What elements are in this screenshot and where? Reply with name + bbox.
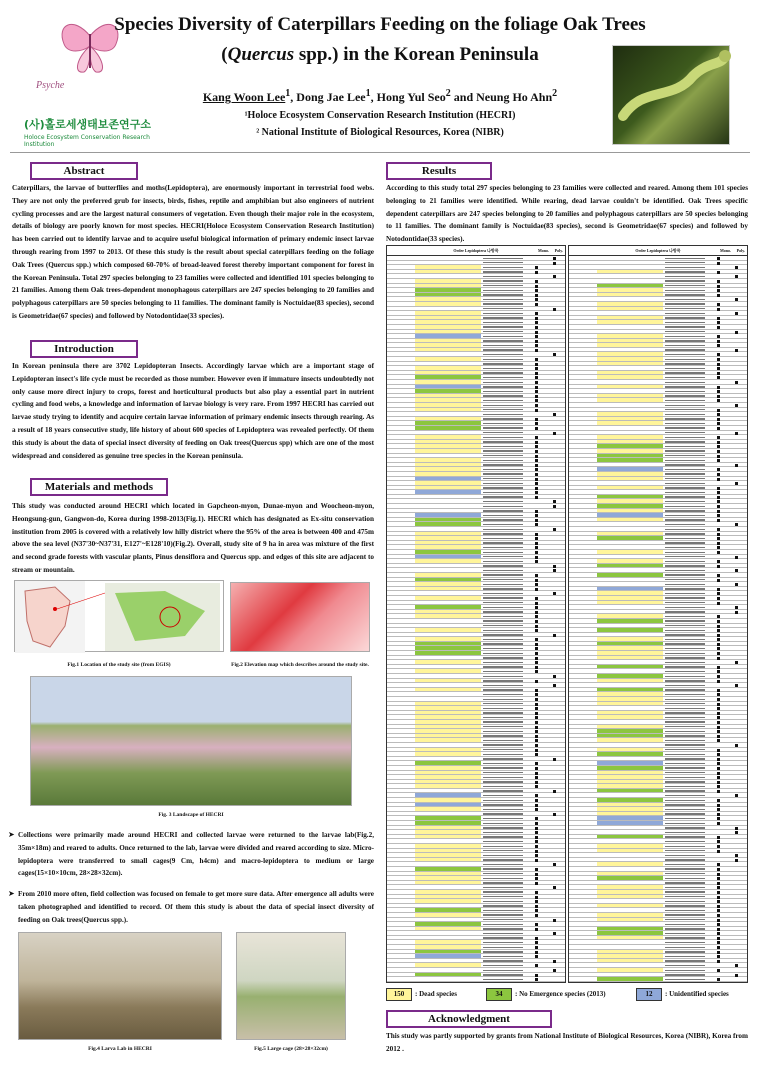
fig4-caption: Fig.4 Larva Lab in HECRI	[88, 1046, 152, 1052]
author-4: Neung Ho Ahn	[476, 90, 553, 104]
author-list: Kang Woon Lee$^1$, Dong Jae Lee$^1$, Hong Yul Seo$^2$ and Neung Ho Ahn$^2$	[202, 88, 558, 104]
species-table-right	[568, 245, 748, 983]
acknowledgment-heading: Acknowledgment	[386, 1010, 552, 1028]
fig5-caption: Fig.5 Large cage (28×28×32cm)	[254, 1046, 328, 1052]
legend-dead-swatch: 150	[386, 988, 412, 1001]
header-divider	[10, 152, 750, 153]
fig2-caption: Fig.2 Elevation map which describes around the study site.	[231, 662, 369, 668]
introduction-text: In Korean peninsula there are 3702 Lepidopteran Insects. Accordingly larvae which are a important stage of Lepidopteran insect's life cycle must be recorded as those number. However even if immature insects undoubtedly not only cause more direct injury to crops, forest and horticultural products but also play a essential part in nutrient cycling and food webs, a knowledge and information of larvae biology is very rare. From 1997 HECRI has carried out larvae study trying to identify and acquire certain larvae information of primary endemic insects through rearing. As a result of 18 years consecutive study, life history of about 600 species of Lepidoptera was revealed perfectly. Of them this study is about the data of special insect diversity of feeding on Oak trees(Quercus spp) which are one of the most widespread and considered as genuine tree species in the Korean peninsula.	[12, 362, 374, 460]
methods-bullet-2: From 2010 more often, field collection was focused on female to get more sure data. After emergence all adults were taken photographed and identified to record. Of them this study is about the data of special insect diversity of feeding on Oak trees(Quercus spp.).	[18, 890, 374, 924]
table-right-rows	[569, 256, 747, 982]
table-row	[387, 977, 565, 982]
introduction-heading: Introduction	[30, 340, 138, 358]
author-3: Hong Yul Seo	[376, 90, 446, 104]
title-genus: Quercus	[227, 44, 295, 65]
fig4-larva-lab-photo	[18, 932, 222, 1040]
bullet-arrow-icon: ➤	[8, 889, 15, 898]
poster-title-line1: Species Diversity of Caterpillars Feeding on the foliage Oak Trees	[114, 14, 646, 35]
methods-bullet-1: Collections were primarily made around HECRI and collected larvae were returned to the larvae lab(Fig.2, 35m×18m) and reared to adults. Once returned to the lab, larvae were divided and reared according to size. Micro-lepidoptera were transferred to small cages(9 Cm, h4cm) and macro-lepidoptera to medium or large cages(15×10×10cm, 28×28×32cm).	[18, 831, 374, 878]
results-text: According to this study total 297 species belonging to 23 families were collected and reared. Among them 101 species belonging to 21 families were identified. While rearing, dead larvae couldn't be identified. Oak Trees specific dependent caterpillars are 247 species belonging to 20 families and polyphagous caterpillars are 50 species belonging to 11 families. The dominant family is Noctuidae(83 species), second is Geometridae(67 species) and followed by Notodontidae(33 species).	[386, 184, 748, 244]
fig2-elevation-map	[230, 582, 370, 652]
affiliation-1: ¹Holoce Ecosystem Conservation Research Institution (HECRI)	[244, 110, 516, 121]
poster-title-line2: (Quercus spp.) in the Korean Peninsula	[221, 44, 539, 65]
materials-text: This study was conducted around HECRI which located in Gapcheon-myon, Dunae-myon and Woocheon-myon, Heongsung-gun, Gangwon-do, Korea during 1998-2013(Fig.1). HECRI which has designated as Ex-situ conservation institution from 2005 is covered with a relatively low hilly district where the 95% of the area is between 400 and 475m above the sea level (N37'30~N37'31, E127'~E128'10)(Fig.2). Overall, study site of 9 ha in area was mixture of the first and second grade forests with vascular plants, Pinus densiflora and Quercus spp. and edges of this site are adjacent to stream or mountain.	[12, 502, 374, 574]
logo-english-name: Holoce Ecosystem Conservation Research Institution	[24, 134, 150, 148]
fig1-location-map	[14, 580, 224, 652]
legend-dead-label: : Dead species	[415, 990, 457, 998]
author-1: Kang Woon Lee	[202, 90, 286, 104]
results-heading: Results	[386, 162, 492, 180]
legend-no-emergence-swatch: 34	[486, 988, 512, 1001]
logo-psyche-text: Psyche	[36, 80, 65, 91]
caterpillar-photo	[612, 45, 730, 145]
materials-heading: Materials and methods	[30, 478, 168, 496]
table-row	[569, 977, 747, 982]
fig1-caption: Fig.1 Location of the study site (from EGIS)	[67, 662, 171, 668]
fig3-caption: Fig. 3 Landscape of HECRI	[158, 812, 224, 818]
legend-no-emergence-label: : No Emergence species (2013)	[515, 990, 606, 998]
table-left-rows	[387, 256, 565, 982]
logo-korean-name: (사)홀로세생태보존연구소	[24, 118, 151, 131]
affiliation-2: ² National Institute of Biological Resources, Korea (NIBR)	[256, 127, 504, 138]
species-table-left	[386, 245, 566, 983]
table-right-header: Order Lepidoptera 나방목 Mono. Poly.	[569, 246, 747, 256]
fig5-large-cage-photo	[236, 932, 346, 1040]
author-2: Dong Jae Lee	[296, 90, 366, 104]
abstract-text: Caterpillars, the larvae of butterflies and moths(Lepidoptera), are enormously important in terrestrial food webs. They are not only the preferred grub for insects, birds, fishes, reptile and amphibian but also engineers of nutrient cycling processes and are the largest natural consumers of vegetation. Even though their major role in the ecosystem, details of biology are poorly known for most species. HECRI(Holoce Ecosystem Conservation Research Institution) has been carried out to identify larvae and to acquire useful biological information of primary endemic insect larvae through rearing from 1997 to 2013. Of these this study is the result about special caterpillars feeding on the foliage Oak Trees (Quercus spp.) which composed 60-70% of broad-leaved forest thereby important component for forest in the Korean Peninsula. Total 297 species belonging to 23 families were collected and identified 101 species belonging to 21 families. Among them Oak trees-dependent monophagous caterpillars are 247 species belonging to 20 families and polyphagous caterpillars are 50 species belonging to 11 families. The dominant family is Noctuidae(83 species), second is Geometridae(67 species) and followed by Notodontidae(33 species).	[12, 184, 374, 320]
legend-unidentified-label: : Unidentified species	[665, 990, 729, 998]
legend-unidentified-swatch: 12	[636, 988, 662, 1001]
bullet-arrow-icon: ➤	[8, 830, 15, 839]
fig3-landscape-photo	[30, 676, 352, 806]
acknowledgment-text: This study was partly supported by grants from National Institute of Biological Resources, Korea (NIBR), Korea from 2012 .	[386, 1032, 748, 1053]
abstract-heading: Abstract	[30, 162, 138, 180]
table-left-header: Order Lepidoptera 나방목 Mono. Poly.	[387, 246, 565, 256]
